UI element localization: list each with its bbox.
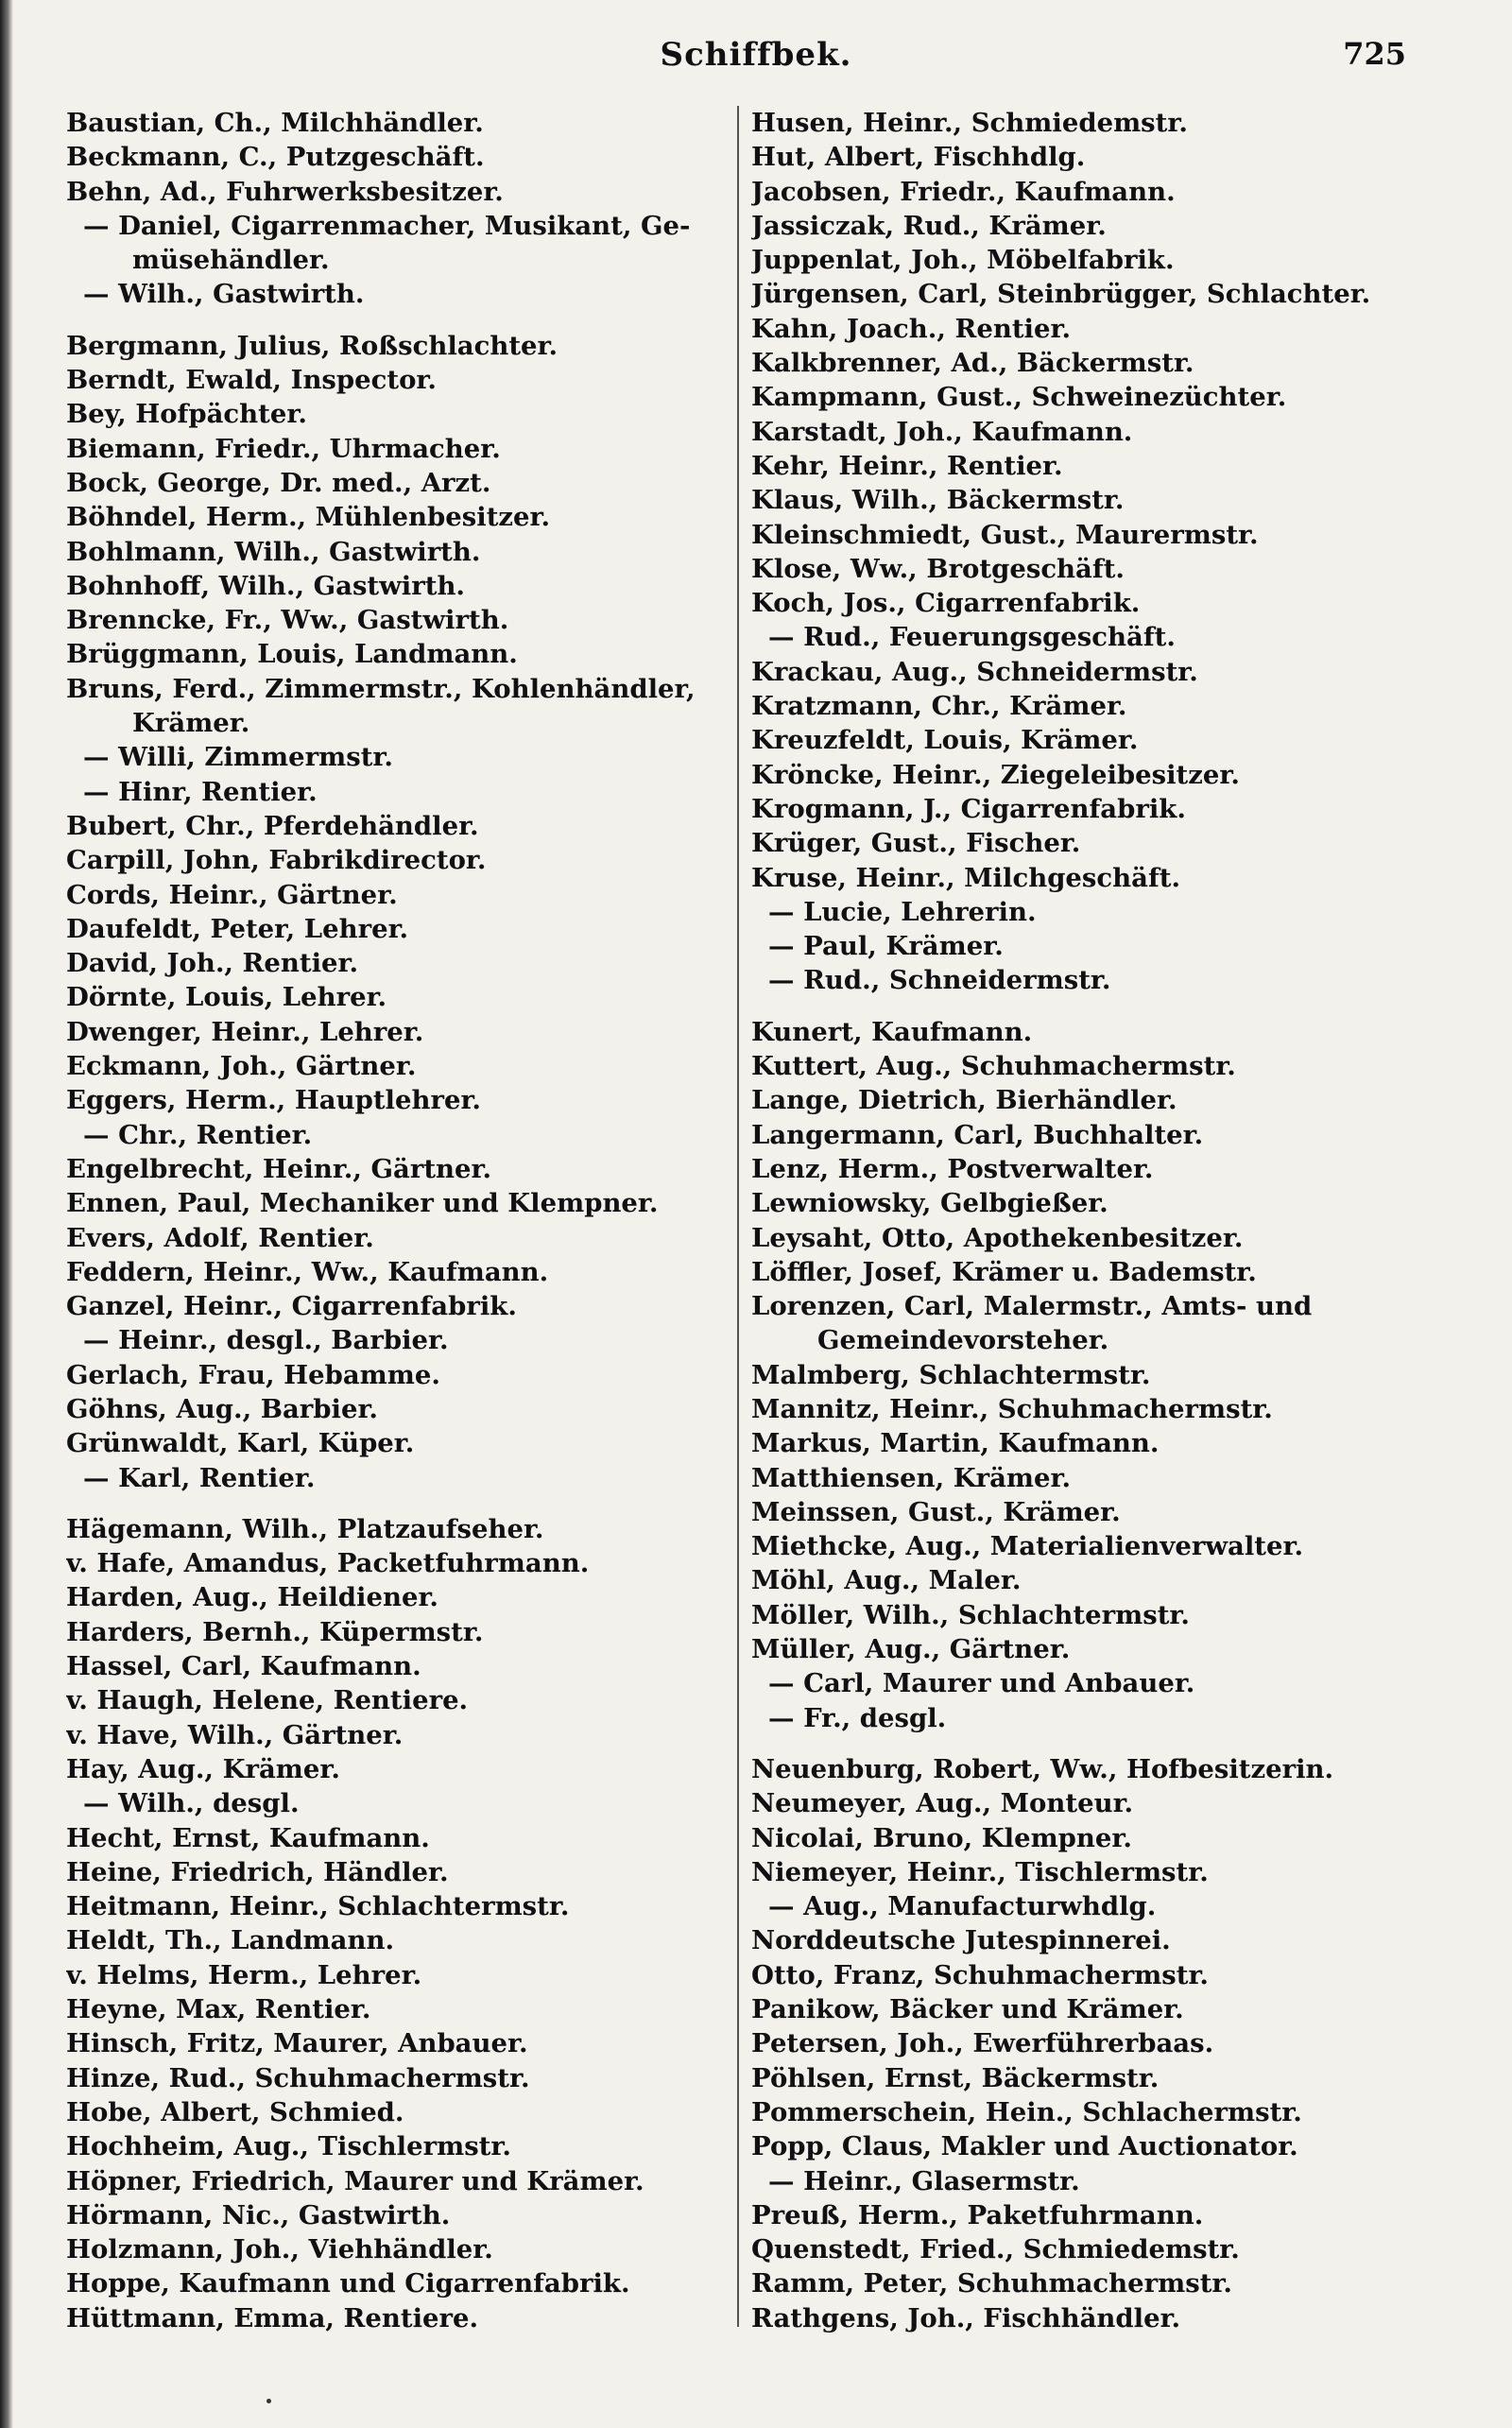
- directory-entry: v. Helms, Herm., Lehrer.: [66, 1959, 422, 1990]
- directory-entry: Niemeyer, Heinr., Tischlermstr.: [751, 1856, 1209, 1887]
- directory-entry: Dörnte, Louis, Lehrer.: [66, 982, 387, 1013]
- directory-entry: Kunert, Kaufmann.: [751, 1016, 1033, 1047]
- directory-entry: Juppenlat, Joh., Möbelfabrik.: [751, 245, 1175, 276]
- directory-subentry: — Wilh., desgl.: [83, 1788, 300, 1819]
- directory-entry-continuation: müsehändler.: [132, 245, 330, 276]
- directory-entry: Cords, Heinr., Gärtner.: [66, 879, 398, 910]
- directory-entry: Kampmann, Gust., Schweinezüchter.: [751, 382, 1287, 413]
- directory-entry: v. Haugh, Helene, Rentiere.: [66, 1685, 469, 1716]
- directory-entry: Kröncke, Heinr., Ziegeleibesitzer.: [751, 759, 1240, 790]
- directory-entry: Eggers, Herm., Hauptlehrer.: [66, 1085, 482, 1116]
- directory-entry: Harders, Bernh., Küpermstr.: [66, 1616, 484, 1647]
- directory-entry: Möller, Wilh., Schlachtermstr.: [751, 1599, 1190, 1630]
- directory-entry: Dwenger, Heinr., Lehrer.: [66, 1016, 424, 1047]
- directory-entry: Mannitz, Heinr., Schuhmachermstr.: [751, 1393, 1273, 1424]
- directory-entry: Matthiensen, Krämer.: [751, 1462, 1072, 1493]
- directory-entry: Hecht, Ernst, Kaufmann.: [66, 1822, 430, 1853]
- directory-entry: Bohlmann, Wilh., Gastwirth.: [66, 536, 481, 567]
- directory-entry-continuation: Krämer.: [132, 708, 250, 739]
- directory-entry: Kleinschmiedt, Gust., Maurermstr.: [751, 519, 1259, 550]
- directory-entry: Norddeutsche Jutespinnerei.: [751, 1925, 1171, 1956]
- directory-entry: Hassel, Carl, Kaufmann.: [66, 1651, 421, 1682]
- directory-entry: Heyne, Max, Rentier.: [66, 1994, 371, 2025]
- directory-entry: Otto, Franz, Schuhmachermstr.: [751, 1959, 1210, 1990]
- directory-entry: Jassiczak, Rud., Krämer.: [751, 210, 1107, 241]
- left-column: [66, 106, 732, 2335]
- directory-entry: Holzmann, Joh., Viehhändler.: [66, 2234, 493, 2265]
- directory-entry: Hobe, Albert, Schmied.: [66, 2096, 404, 2127]
- directory-entry: Popp, Claus, Makler und Auctionator.: [751, 2131, 1298, 2162]
- directory-subentry: — Hinr, Rentier.: [83, 776, 318, 807]
- directory-entry: Gerlach, Frau, Hebamme.: [66, 1359, 440, 1390]
- ink-speck: [266, 2399, 271, 2403]
- directory-entry: Preuß, Herm., Paketfuhrmann.: [751, 2199, 1204, 2230]
- directory-entry: Göhns, Aug., Barbier.: [66, 1393, 378, 1424]
- right-column: [751, 106, 1455, 2335]
- directory-entry: Müller, Aug., Gärtner.: [751, 1634, 1071, 1665]
- directory-entry: Feddern, Heinr., Ww., Kaufmann.: [66, 1256, 549, 1287]
- directory-entry: Carpill, John, Fabrikdirector.: [66, 845, 487, 876]
- directory-entry: Neumeyer, Aug., Monteur.: [751, 1788, 1134, 1819]
- directory-entry: Baustian, Ch., Milchhändler.: [66, 108, 484, 138]
- directory-entry: Hut, Albert, Fischhdlg.: [751, 142, 1086, 173]
- directory-entry: Krüger, Gust., Fischer.: [751, 828, 1081, 859]
- directory-entry: Neuenburg, Robert, Ww., Hofbesitzerin.: [751, 1753, 1334, 1784]
- directory-entry: Malmberg, Schlachtermstr.: [751, 1359, 1151, 1390]
- directory-entry: Miethcke, Aug., Materialienverwalter.: [751, 1531, 1304, 1562]
- directory-entry: Kreuzfeldt, Louis, Krämer.: [751, 725, 1139, 756]
- directory-subentry: — Heinr., desgl., Barbier.: [83, 1325, 449, 1356]
- column-divider: [737, 106, 739, 2327]
- directory-entry: v. Have, Wilh., Gärtner.: [66, 1719, 404, 1750]
- directory-entry: Hochheim, Aug., Tischlermstr.: [66, 2131, 511, 2162]
- directory-entry: Möhl, Aug., Maler.: [751, 1565, 1022, 1596]
- directory-entry: Evers, Adolf, Rentier.: [66, 1222, 374, 1253]
- directory-subentry: — Chr., Rentier.: [83, 1119, 313, 1150]
- directory-entry: Leysaht, Otto, Apothekenbesitzer.: [751, 1222, 1244, 1253]
- directory-entry: Eckmann, Joh., Gärtner.: [66, 1051, 417, 1082]
- directory-entry: Biemann, Friedr., Uhrmacher.: [66, 433, 501, 464]
- directory-entry: Krackau, Aug., Schneidermstr.: [751, 656, 1198, 687]
- directory-entry-continuation: Gemeindevorsteher.: [817, 1325, 1109, 1356]
- directory-entry: v. Hafe, Amandus, Packetfuhrmann.: [66, 1548, 590, 1579]
- directory-entry: Klose, Ww., Brotgeschäft.: [751, 553, 1125, 584]
- directory-entry: Husen, Heinr., Schmiedemstr.: [751, 108, 1188, 138]
- directory-entry: Lange, Dietrich, Bierhändler.: [751, 1085, 1177, 1116]
- directory-entry: Kalkbrenner, Ad., Bäckermstr.: [751, 348, 1194, 379]
- directory-entry: Jacobsen, Friedr., Kaufmann.: [751, 176, 1176, 207]
- directory-entry: Kratzmann, Chr., Krämer.: [751, 691, 1127, 722]
- directory-entry: Nicolai, Bruno, Klempner.: [751, 1822, 1132, 1853]
- directory-subentry: — Karl, Rentier.: [83, 1462, 316, 1493]
- directory-entry: Klaus, Wilh., Bäckermstr.: [751, 485, 1125, 516]
- directory-entry: Jürgensen, Carl, Steinbrügger, Schlachter.: [751, 279, 1371, 310]
- directory-entry: Brenncke, Fr., Ww., Gastwirth.: [66, 605, 509, 636]
- directory-entry: Löffler, Josef, Krämer u. Bademstr.: [751, 1256, 1257, 1287]
- directory-entry: Panikow, Bäcker und Krämer.: [751, 1994, 1184, 2025]
- directory-entry: Quenstedt, Fried., Schmiedemstr.: [751, 2234, 1240, 2265]
- directory-entry: Hägemann, Wilh., Platzaufseher.: [66, 1513, 544, 1544]
- directory-entry: Berndt, Ewald, Inspector.: [66, 365, 437, 396]
- directory-subentry: — Daniel, Cigarrenmacher, Musikant, Ge-: [83, 210, 691, 241]
- directory-entry: Lenz, Herm., Postverwalter.: [751, 1153, 1154, 1184]
- directory-entry: Harden, Aug., Heildiener.: [66, 1582, 439, 1613]
- directory-subentry: — Carl, Maurer und Anbauer.: [768, 1668, 1195, 1699]
- directory-subentry: — Heinr., Glasermstr.: [768, 2165, 1080, 2196]
- directory-entry: Heine, Friedrich, Händler.: [66, 1856, 449, 1887]
- running-head: Schiffbek.: [660, 36, 852, 74]
- directory-entry: Hinsch, Fritz, Maurer, Anbauer.: [66, 2028, 528, 2059]
- directory-entry: Höpner, Friedrich, Maurer und Krämer.: [66, 2165, 644, 2196]
- directory-subentry: — Paul, Krämer.: [768, 931, 1004, 962]
- directory-entry: Pöhlsen, Ernst, Bäckermstr.: [751, 2062, 1160, 2093]
- directory-subentry: — Willi, Zimmermstr.: [83, 742, 393, 773]
- directory-entry: Ramm, Peter, Schuhmachermstr.: [751, 2268, 1232, 2299]
- directory-entry: Kruse, Heinr., Milchgeschäft.: [751, 862, 1181, 893]
- directory-subentry: — Lucie, Lehrerin.: [768, 896, 1037, 927]
- directory-entry: Kuttert, Aug., Schuhmachermstr.: [751, 1051, 1236, 1082]
- directory-entry: Bubert, Chr., Pferdehändler.: [66, 810, 479, 841]
- directory-entry: Bohnhoff, Wilh., Gastwirth.: [66, 570, 466, 601]
- directory-entry: Hörmann, Nic., Gastwirth.: [66, 2199, 451, 2230]
- directory-entry: Hüttmann, Emma, Rentiere.: [66, 2302, 479, 2333]
- directory-entry: Kehr, Heinr., Rentier.: [751, 450, 1063, 481]
- directory-entry: Heitmann, Heinr., Schlachtermstr.: [66, 1891, 570, 1922]
- directory-entry: Böhndel, Herm., Mühlenbesitzer.: [66, 502, 551, 533]
- directory-entry: Bruns, Ferd., Zimmermstr., Kohlenhändler,: [66, 673, 696, 704]
- directory-entry: Brüggmann, Louis, Landmann.: [66, 639, 518, 670]
- directory-entry: Ganzel, Heinr., Cigarrenfabrik.: [66, 1291, 517, 1322]
- directory-entry: David, Joh., Rentier.: [66, 948, 359, 979]
- directory-entry: Karstadt, Joh., Kaufmann.: [751, 416, 1133, 447]
- directory-subentry: — Wilh., Gastwirth.: [83, 279, 365, 310]
- directory-entry: Heldt, Th., Landmann.: [66, 1925, 395, 1956]
- directory-entry: Hay, Aug., Krämer.: [66, 1753, 340, 1784]
- directory-entry: Beckmann, C., Putzgeschäft.: [66, 142, 485, 173]
- directory-subentry: — Rud., Schneidermstr.: [768, 965, 1111, 996]
- directory-entry: Meinssen, Gust., Krämer.: [751, 1496, 1121, 1527]
- directory-entry: Behn, Ad., Fuhrwerksbesitzer.: [66, 176, 504, 207]
- directory-entry: Kahn, Joach., Rentier.: [751, 313, 1072, 344]
- directory-entry: Krogmann, J., Cigarrenfabrik.: [751, 793, 1186, 824]
- directory-entry: Hinze, Rud., Schuhmachermstr.: [66, 2062, 530, 2093]
- directory-subentry: — Aug., Manufacturwhdlg.: [768, 1891, 1157, 1922]
- directory-entry: Lewniowsky, Gelbgießer.: [751, 1188, 1108, 1219]
- directory-entry: Grünwaldt, Karl, Küper.: [66, 1428, 415, 1459]
- directory-entry: Markus, Martin, Kaufmann.: [751, 1428, 1160, 1459]
- directory-entry: Ennen, Paul, Mechaniker und Klempner.: [66, 1188, 659, 1219]
- directory-entry: Pommerschein, Hein., Schlachermstr.: [751, 2096, 1302, 2127]
- directory-entry: Bock, George, Dr. med., Arzt.: [66, 467, 491, 498]
- directory-entry: Petersen, Joh., Ewerführerbaas.: [751, 2028, 1214, 2059]
- directory-subentry: — Rud., Feuerungsgeschäft.: [768, 622, 1176, 653]
- directory-entry: Bey, Hofpächter.: [66, 399, 307, 430]
- directory-entry: Lorenzen, Carl, Malermstr., Amts- und: [751, 1291, 1313, 1322]
- directory-entry: Hoppe, Kaufmann und Cigarrenfabrik.: [66, 2268, 630, 2299]
- directory-entry: Langermann, Carl, Buchhalter.: [751, 1119, 1204, 1150]
- directory-entry: Bergmann, Julius, Roßschlachter.: [66, 330, 558, 361]
- directory-entry: Engelbrecht, Heinr., Gärtner.: [66, 1153, 492, 1184]
- directory-entry: Rathgens, Joh., Fischhändler.: [751, 2302, 1181, 2333]
- directory-entry: Daufeldt, Peter, Lehrer.: [66, 913, 409, 944]
- directory-subentry: — Fr., desgl.: [768, 1702, 947, 1733]
- page-number: 725: [1343, 36, 1406, 72]
- directory-entry: Koch, Jos., Cigarrenfabrik.: [751, 588, 1141, 619]
